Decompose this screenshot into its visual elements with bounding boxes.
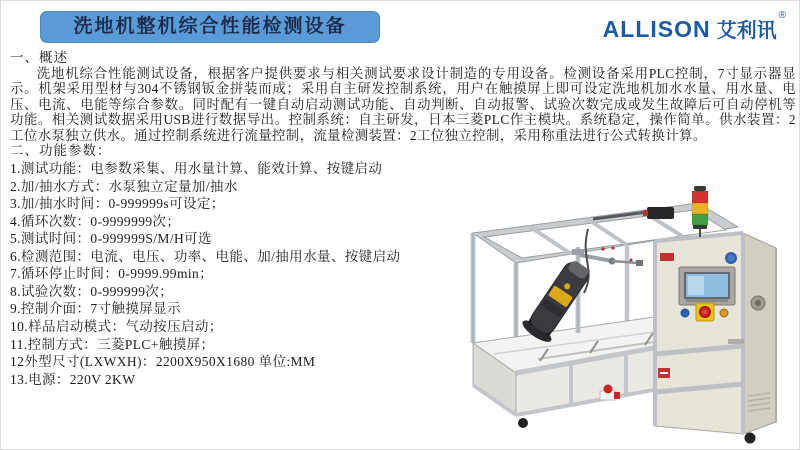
overview-heading: 一、概述 — [10, 50, 68, 65]
parameter-item: 7.循环停止时间：0-9999.99min； — [10, 266, 214, 282]
parameter-item: 11.控制方式：三菱PLC+触摸屏； — [10, 336, 215, 352]
parameters-heading: 二、功能参数： — [10, 143, 112, 159]
parameter-item: 8.试验次数：0-999999次； — [10, 283, 174, 299]
parameter-item: 12外型尺寸(LXWXH)：2200X950X1680 单位:MM — [10, 354, 316, 370]
brand-logo-cjk: 艾利讯 — [716, 20, 777, 42]
page-title: 洗地机整机综合性能检测设备 — [40, 11, 380, 43]
parameter-item: 4.循环次数：0-9999999次； — [10, 213, 181, 229]
parameter-item: 5.测试时间：0-999999S/M/H可选 — [10, 231, 212, 247]
document-body — [10, 50, 796, 388]
overview-paragraph: 洗地机综合性能测试设备，根据客户提供要求与相关测试要求设计制造的专用设备。检测设备采用PLC控制，7寸显示器显示。机架采用型材与304不锈钢钣金拼装而成；采用自主研发控制系统，用户在触摸屏上即可设定洗地机加水水量、用水量、电压、电流、电能等综合参数。同时配有一键自动启动测试功能、自动判断、自动报警、试验次数完成或发生故障后可自动停机等功能。相关测试数据采用USB进行数据导出。控制系统：自主研发，日本三菱PLC作主模块。系统稳定，操作简单。供水装置：2工位水泵独立供水。通过控制系统进行流量控制，流量检测装置：2工位独立控制，采用称重法进行公式转换计算。 — [10, 66, 796, 143]
parameter-item: 2.加/抽水方式：水泵独立定量加/抽水 — [10, 178, 238, 194]
parameter-item: 13.电源：220V 2KW — [10, 371, 136, 387]
parameter-item: 3.加/抽水时间：0-999999s可设定； — [10, 196, 225, 212]
parameter-item: 10.样品启动模式：气动按压启动； — [10, 318, 223, 334]
brand-logo-latin: ALLISON — [602, 16, 711, 42]
registered-mark-icon: ® — [778, 10, 786, 21]
parameter-list — [10, 160, 796, 388]
parameter-item: 1.测试功能：电参数采集、用水量计算、能效计算、按键启动 — [10, 161, 383, 177]
parameter-item: 9.控制介面：7寸触摸屏显示 — [10, 301, 181, 317]
brand-logo — [602, 10, 786, 43]
parameter-item: 6.检测范围：电流、电压、功率、电能、加/抽用水量、按键启动 — [10, 248, 401, 264]
